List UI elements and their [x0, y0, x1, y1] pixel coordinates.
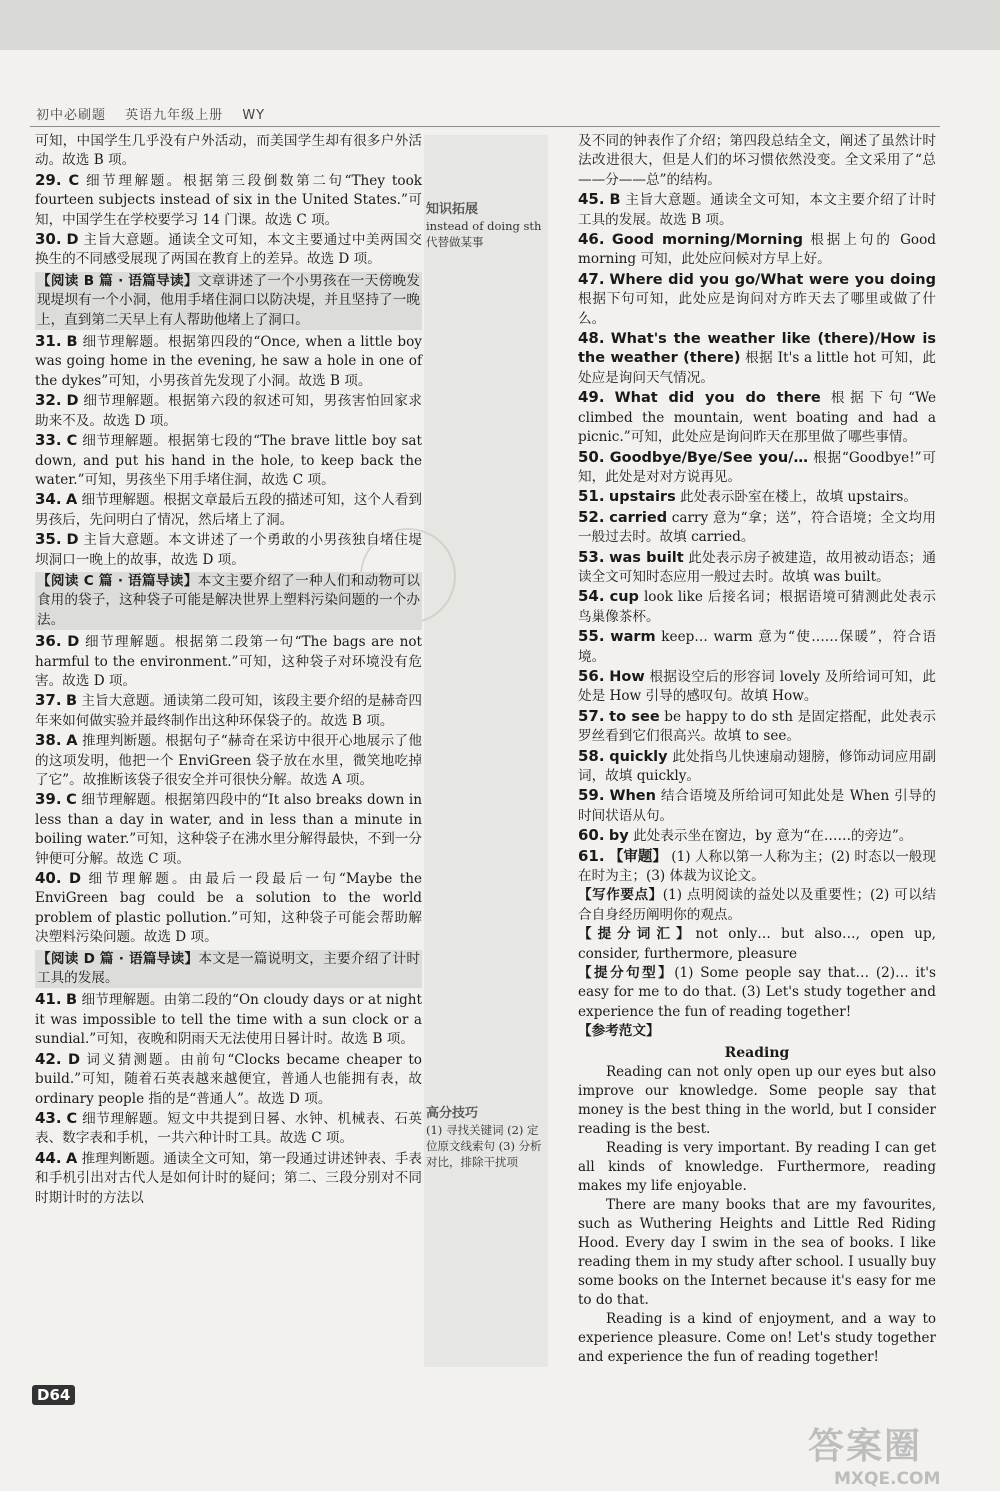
section-label: 【阅读 D 篇 · 语篇导读】 [37, 950, 199, 967]
text-item [578, 964, 936, 1022]
question-item [578, 786, 936, 826]
tips-sidebar [424, 135, 548, 1367]
explanation: 此处指鸟儿快速扇动翅膀，修饰动词应用副词，故填 quickly。 [578, 748, 937, 784]
section-label: 【阅读 C 篇 · 语篇导读】 [37, 572, 198, 589]
question-item [35, 731, 422, 790]
essay-title: Reading [724, 1044, 790, 1061]
tip1-title: 知识拓展 [426, 202, 479, 217]
answer: quickly [609, 748, 668, 765]
explanation: 细节理解题。根据文章最后五段的描述可知，这个人看到男孩后，先问明白了情况，然后堵上了洞。 [35, 492, 423, 528]
explanation: 根据下句可知，此处应是询问对方昨天去了哪里或做了什么。 [578, 291, 936, 327]
question-number: 51. [578, 487, 605, 506]
answer: D [67, 634, 80, 651]
text-item [578, 1022, 936, 1041]
text-item [578, 925, 936, 964]
question-number: 56. [578, 666, 605, 685]
explanation: 细节理解题。短文中共提到日晷、水钟、机械表、石英表、数字表和手机，一共六种计时工具。故选 C 项。 [35, 1110, 422, 1147]
answer: D [66, 393, 79, 410]
tip2-title: 高分技巧 [426, 1106, 479, 1121]
left-column [35, 132, 422, 1208]
explanation: 主旨大意题。通读全文可知，本文主要通过中美两国交换生的不同感受展现了两国在教育上的差异。故选 D 项。 [35, 232, 423, 268]
question-item [35, 990, 422, 1049]
header-book: 初中必刷题 [36, 108, 107, 123]
explanation: 此处表示坐在窗边，by 意为“在……的旁边”。 [633, 828, 913, 845]
answer: B [66, 334, 78, 351]
question-item [578, 190, 936, 230]
answer: C [66, 1110, 78, 1127]
explanation: carry 意为“拿；送”，符合语境；全文均用一般过去时。故填 carried。 [578, 509, 936, 546]
answer: What's the weather like (there)/How is the weather (there) [578, 331, 936, 367]
explanation: (1) 人称以第一人称为主；(2) 时态以一般现在时为主；(3) 体裁为议论文。 [578, 848, 936, 885]
explanation: 细节理解题。根据第七段的“The brave little boy sat down, and put his hand in the hole, to keep back the water.”可知，男孩坐下用手堵住洞，故选 C 项。 [35, 433, 422, 488]
section-label: 【提分词汇】 [578, 926, 696, 943]
answer: B [65, 693, 77, 710]
question-number: 39. [35, 790, 62, 809]
passage-guide [35, 572, 422, 630]
passage-guide [35, 950, 422, 989]
question-number: 57. [578, 706, 605, 725]
question-item [578, 847, 936, 887]
explanation: look like 后接名词；根据语境可猜测此处表示鸟巢像茶杯。 [578, 589, 936, 625]
question-item [35, 1109, 422, 1149]
section-text: (1) Some people say that… (2)… it's easy for me to do that. (3) Let's study together and experience the fun of reading together! [578, 965, 936, 1020]
question-item [578, 826, 936, 846]
explanation: 细节理解题。根据第六段的叙述可知，男孩害怕回家求助来不及。故选 D 项。 [35, 393, 423, 429]
question-item [35, 790, 422, 869]
question-number: 38. [35, 731, 62, 750]
answer: Where did you go/What were you doing [609, 271, 936, 288]
explanation: 推理判断题。根据句子“赫奇在采访中很开心地展示了他的这项发明，他把一个 EnviGreen 袋子放在水里，微笑地吃掉了它”。故推断该袋子很安全并可很快分解。故选 A 项。 [35, 733, 422, 788]
section-text: (1) 点明阅读的益处以及重要性；(2) 可以结合自身经历阐明你的观点。 [578, 887, 937, 923]
question-item [35, 869, 422, 948]
question-item [35, 691, 422, 731]
explanation: 主旨大意题。通读第二段可知，该段主要介绍的是赫奇四年来如何做实验并最终制作出这种环保袋子的。故选 B 项。 [35, 693, 422, 729]
answer: warm [610, 629, 656, 646]
question-number: 54. [578, 587, 605, 606]
answer: 【审题】 [608, 848, 667, 865]
section-text: 本文是一篇说明文，主要介绍了计时工具的发展。 [37, 950, 420, 987]
answer: A [65, 492, 78, 509]
essay-paragraph: Reading can not only open up our eyes but also improve our knowledge. Some people say that money is the best thing in the world, but I consider reading is the best. [578, 1064, 936, 1138]
right-items [578, 132, 936, 1042]
answer: B [66, 992, 78, 1009]
explanation: 结合语境及所给词可知此处是 When 引导的时间状语从句。 [578, 788, 937, 824]
explanation: 主旨大意题。通读全文可知，本文主要介绍了计时工具的发展。故选 B 项。 [578, 192, 936, 228]
question-number: 47. [578, 269, 605, 288]
question-item [578, 747, 936, 787]
explanation: 细节理解题。由第二段的“On cloudy days or at night it was impossible to tell the time with a sun clock or a sundial.”可知，夜晚和阴雨天无法使用日晷计时。故选 B 项。 [35, 992, 422, 1048]
answer: Good morning/Morning [611, 232, 804, 249]
continued-text: 及不同的钟表作了介绍；第四段总结全文，阐述了虽然计时法改进很大，但是人们的坏习惯依然没变。全文采用了“总——分——总”的结构。 [578, 133, 936, 188]
question-item [35, 171, 422, 230]
section-label: 【参考范文】 [578, 1023, 660, 1040]
answer: A [66, 733, 78, 750]
question-number: 45. [578, 190, 605, 209]
answer: C [66, 433, 78, 450]
header-subject: 英语九年级上册 [125, 108, 224, 123]
continued-text: 可知，中国学生几乎没有户外活动，而美国学生却有很多户外活动。故选 B 项。 [35, 133, 422, 169]
answer: by [608, 828, 629, 845]
question-item [35, 490, 422, 530]
question-item [578, 667, 936, 707]
answer: cup [609, 589, 639, 606]
question-number: 48. [578, 329, 605, 348]
answer: D [67, 1051, 81, 1068]
explanation: 此处表示卧室在楼上，故填 upstairs。 [680, 489, 917, 506]
question-item [35, 632, 422, 691]
question-item [35, 332, 422, 391]
explanation: 细节理解题。根据第三段倒数第二句“They took fourteen subjects instead of six in the United States.”可知，中国学生在学校要学习 14 门课。故选 C 项。 [35, 172, 422, 228]
text-item [578, 886, 936, 925]
question-number: 36. [35, 632, 62, 651]
question-number: 34. [35, 490, 62, 509]
question-number: 30. [35, 230, 62, 249]
answer: A [65, 1150, 78, 1167]
essay [578, 1044, 936, 1367]
essay-body [578, 1063, 936, 1367]
answer: to see [609, 708, 660, 725]
question-number: 37. [35, 691, 62, 710]
answer: What did you do there [614, 390, 821, 407]
question-number: 49. [578, 388, 605, 407]
tip-high-score [426, 1106, 546, 1170]
explanation: 此处表示房子被建造，故用被动语态；通读全文可知时态应用一般过去时。故填 was built。 [578, 549, 937, 585]
question-item [578, 388, 936, 447]
question-number: 41. [35, 990, 62, 1009]
question-number: 33. [35, 431, 62, 450]
passage-guide [35, 272, 422, 330]
question-number: 50. [578, 447, 605, 466]
scan-top-band [0, 0, 1000, 50]
explanation: 细节理解题。根据第四段中的“It also breaks down in less than a day in water, and in less than a minute in boiling water.”可知，这种袋子在沸水里分解得最快，不到一分钟便可分解。故选 C 项。 [35, 792, 422, 867]
text-item [35, 132, 422, 171]
explanation: 推理判断题。通读全文可知，第一段通过讲述钟表、手表和手机引出对古代人是如何计时的疑问；第二、三段分别对不同时期计时的方法以 [35, 1150, 423, 1206]
watermark-sub: MXQE.COM [834, 1469, 941, 1489]
question-number: 60. [578, 826, 605, 845]
question-number: 43. [35, 1108, 62, 1127]
question-number: 40. [35, 869, 62, 888]
explanation: 细节理解题。根据第二段第一句“The bags are not harmful to the environment.”可知，这种袋子对环境没有危害。故选 D 项。 [35, 634, 423, 689]
question-item [578, 707, 936, 747]
question-number: 59. [578, 786, 605, 805]
question-item [35, 1050, 422, 1109]
section-text: 文章讲述了一个小男孩在一天傍晚发现堤坝有一个小洞，他用手堵住洞口以防决堤，并且坚持了一晚上，直到第二天早上有人帮助他堵上了洞口。 [37, 272, 420, 328]
answer: How [609, 668, 645, 685]
tip-knowledge-extension [426, 202, 546, 250]
answer: D [66, 232, 79, 249]
question-item [578, 270, 936, 329]
watermark-logo [808, 1418, 940, 1489]
page-number: D64 [32, 1385, 75, 1405]
explanation: 根据上句的 Good morning 可知，此处应问候对方早上好。 [578, 232, 937, 268]
section-text: 本文主要介绍了一种人们和动物可以食用的袋子，这种袋子可能是解决世界上塑料污染问题的一个办法。 [37, 572, 421, 628]
question-item [35, 530, 422, 570]
question-number: 31. [35, 332, 62, 351]
question-item [578, 487, 936, 507]
explanation: be happy to do sth 是固定搭配，此处表示罗丝看到它们很高兴。故填 to see。 [578, 708, 936, 745]
essay-paragraph: Reading is a kind of enjoyment, and a way to experience pleasure. Come on! Let's study together and experience the fun of reading together! [578, 1311, 936, 1366]
question-item [35, 1149, 422, 1208]
question-item [578, 587, 936, 627]
explanation: 细节理解题。由最后一段最后一句“Maybe the EnviGreen bag could be a solution to the world problem of plastic pollution.”可知，这种袋子可能会帮助解决塑料污染问题。故选 D 项。 [35, 871, 423, 946]
question-item [578, 548, 936, 588]
question-item [578, 230, 936, 270]
answer: C [68, 172, 80, 189]
question-number: 52. [578, 507, 605, 526]
question-number: 29. [35, 170, 62, 189]
question-item [578, 329, 936, 388]
section-label: 【写作要点】 [578, 887, 663, 904]
question-number: 42. [35, 1049, 62, 1068]
tip2-text: (1) 寻找关键词 (2) 定位原文线索句 (3) 分析对比，排除干扰项 [426, 1123, 542, 1169]
explanation: 根据 It's a little hot 可知，此处应是询问天气情况。 [578, 350, 936, 386]
answer: D [69, 871, 82, 888]
section-label: 【提分句型】 [578, 965, 675, 982]
header-edition: WY [242, 108, 266, 123]
page-header [36, 104, 279, 123]
answer: D [66, 532, 79, 549]
tip1-text: instead of doing sth 代替做某事 [426, 219, 542, 249]
header-rule [30, 126, 940, 127]
question-number: 44. [35, 1148, 62, 1167]
answer: When [609, 788, 656, 805]
question-number: 46. [578, 230, 605, 249]
question-number: 35. [35, 530, 62, 549]
essay-paragraph: There are many books that are my favourites, such as Wuthering Heights and Little Red Riding Hood. Every day I swim in the sea of books. I like reading them in my study after school. I usually buy some books on the Internet because it's easy for me to do that. [578, 1197, 936, 1309]
section-label: 【阅读 B 篇 · 语篇导读】 [37, 272, 198, 289]
answer: Goodbye/Bye/See you/… [609, 449, 808, 466]
right-column [578, 132, 936, 1367]
watermark-main: 答案圈 [808, 1426, 923, 1467]
question-item [578, 627, 936, 667]
question-item [578, 508, 936, 548]
question-number: 55. [578, 627, 605, 646]
answer: C [66, 792, 77, 809]
section-text: not only… but also…, open up, consider, furthermore, pleasure [578, 926, 937, 962]
explanation: 细节理解题。根据第四段的“Once, when a little boy was going home in the evening, he saw a hole in one of the dykes”可知，小男孩首先发现了小洞。故选 B 项。 [35, 334, 422, 389]
answer: carried [609, 509, 668, 526]
answer: B [609, 192, 621, 209]
question-number: 32. [35, 391, 62, 410]
explanation: 词义猜测题。由前句“Clocks became cheaper to build.”可知，随着石英表越来越便宜，普通人也能拥有表，故 ordinary people 指的是“普通人”。故选 D 项。 [35, 1051, 422, 1107]
explanation: 主旨大意题。本文讲述了一个勇敢的小男孩独自堵住堤坝洞口一晚上的故事，故选 D 项。 [35, 532, 423, 568]
question-number: 53. [578, 547, 605, 566]
question-number: 58. [578, 746, 605, 765]
answer: was built [609, 549, 684, 566]
text-item [578, 132, 936, 190]
question-number: 61. [578, 846, 605, 865]
question-item [578, 448, 936, 488]
explanation: 根据“Goodbye!”可知，此处是对对方说再见。 [578, 449, 937, 485]
explanation: 根据下句“We climbed the mountain, went boating and had a picnic.”可知，此处应是询问昨天在那里做了哪些事情。 [578, 390, 937, 446]
essay-paragraph: Reading is very important. By reading I can get all kinds of knowledge. Furthermore, reading makes my life enjoyable. [578, 1140, 936, 1195]
question-item [35, 391, 422, 431]
answer: upstairs [608, 489, 676, 506]
question-item [35, 230, 422, 270]
explanation: keep… warm 意为“使……保暖”，符合语境。 [578, 629, 936, 665]
explanation: 根据设空后的形容词 lovely 及所给词可知，此处是 How 引导的感叹句。故填 How。 [578, 668, 936, 705]
question-item [35, 431, 422, 490]
